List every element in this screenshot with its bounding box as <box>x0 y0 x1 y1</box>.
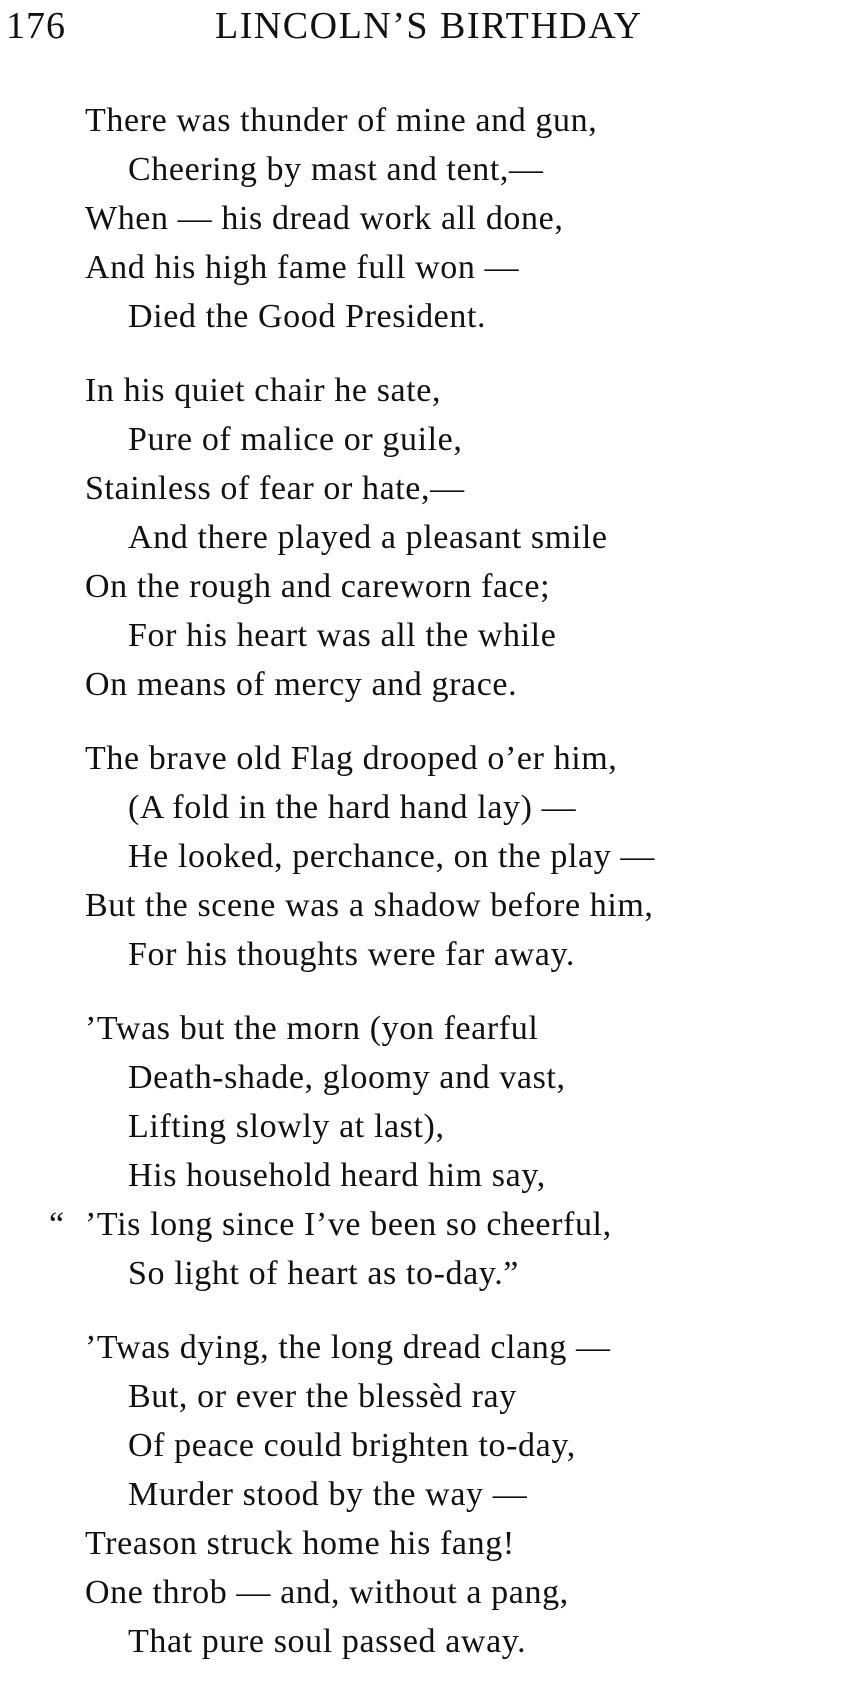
poem-line: On the rough and careworn face; <box>85 568 551 605</box>
poem-line: But the scene was a shadow before him, <box>85 887 654 924</box>
poem-line <box>0 1200 842 1249</box>
poem-line: ’Twas but the morn (yon fearful <box>85 1010 539 1047</box>
poem-line: Treason struck home his fang! <box>85 1525 515 1562</box>
poem-line: For his thoughts were far away. <box>128 936 575 973</box>
poem-line: The brave old Flag drooped o’er him, <box>85 740 618 777</box>
poem-line: His household heard him say, <box>128 1157 546 1194</box>
poem-line-text: ’Tis long since I’ve been so cheerful, <box>85 1206 612 1243</box>
running-head: LINCOLN’S BIRTHDAY <box>215 5 643 47</box>
poem-line: But, or ever the blessèd ray <box>128 1378 517 1415</box>
poem-line: He looked, perchance, on the play — <box>128 838 656 875</box>
poem-line: Pure of malice or guile, <box>128 421 463 458</box>
poem-line: So light of heart as to-day.” <box>128 1255 519 1292</box>
poem-line: Murder stood by the way — <box>128 1476 528 1513</box>
poem-line: In his quiet chair he sate, <box>85 372 442 409</box>
poem-line: And there played a pleasant smile <box>128 519 608 556</box>
poem-line: Stainless of fear or hate,— <box>85 470 465 507</box>
poem-line: On means of mercy and grace. <box>85 666 518 703</box>
stanza-4 <box>0 1004 842 1298</box>
poem-line: Death-shade, gloomy and vast, <box>128 1059 566 1096</box>
page-header <box>0 0 842 60</box>
stanza-5 <box>0 1323 842 1666</box>
poem-line: One throb — and, without a pang, <box>85 1574 569 1611</box>
poem-line: Died the Good President. <box>128 298 487 335</box>
poem <box>0 96 842 1691</box>
stanza-3 <box>0 734 842 979</box>
page-number: 176 <box>6 5 66 47</box>
poem-line: That pure soul passed away. <box>128 1623 527 1660</box>
poem-line: ’Twas dying, the long dread clang — <box>85 1329 611 1366</box>
stanza-1 <box>0 96 842 341</box>
poem-line: Lifting slowly at last), <box>128 1108 445 1145</box>
stanza-2 <box>0 366 842 709</box>
poem-line: Cheering by mast and tent,— <box>128 151 544 188</box>
poem-line: When — his dread work all done, <box>85 200 564 237</box>
poem-line: For his heart was all the while <box>128 617 557 654</box>
poem-line: Of peace could brighten to-day, <box>128 1427 576 1464</box>
open-quote: “ <box>49 1206 65 1243</box>
poem-line: And his high fame full won — <box>85 249 520 286</box>
poem-line: There was thunder of mine and gun, <box>85 102 598 139</box>
poem-line: (A fold in the hard hand lay) — <box>128 789 577 826</box>
